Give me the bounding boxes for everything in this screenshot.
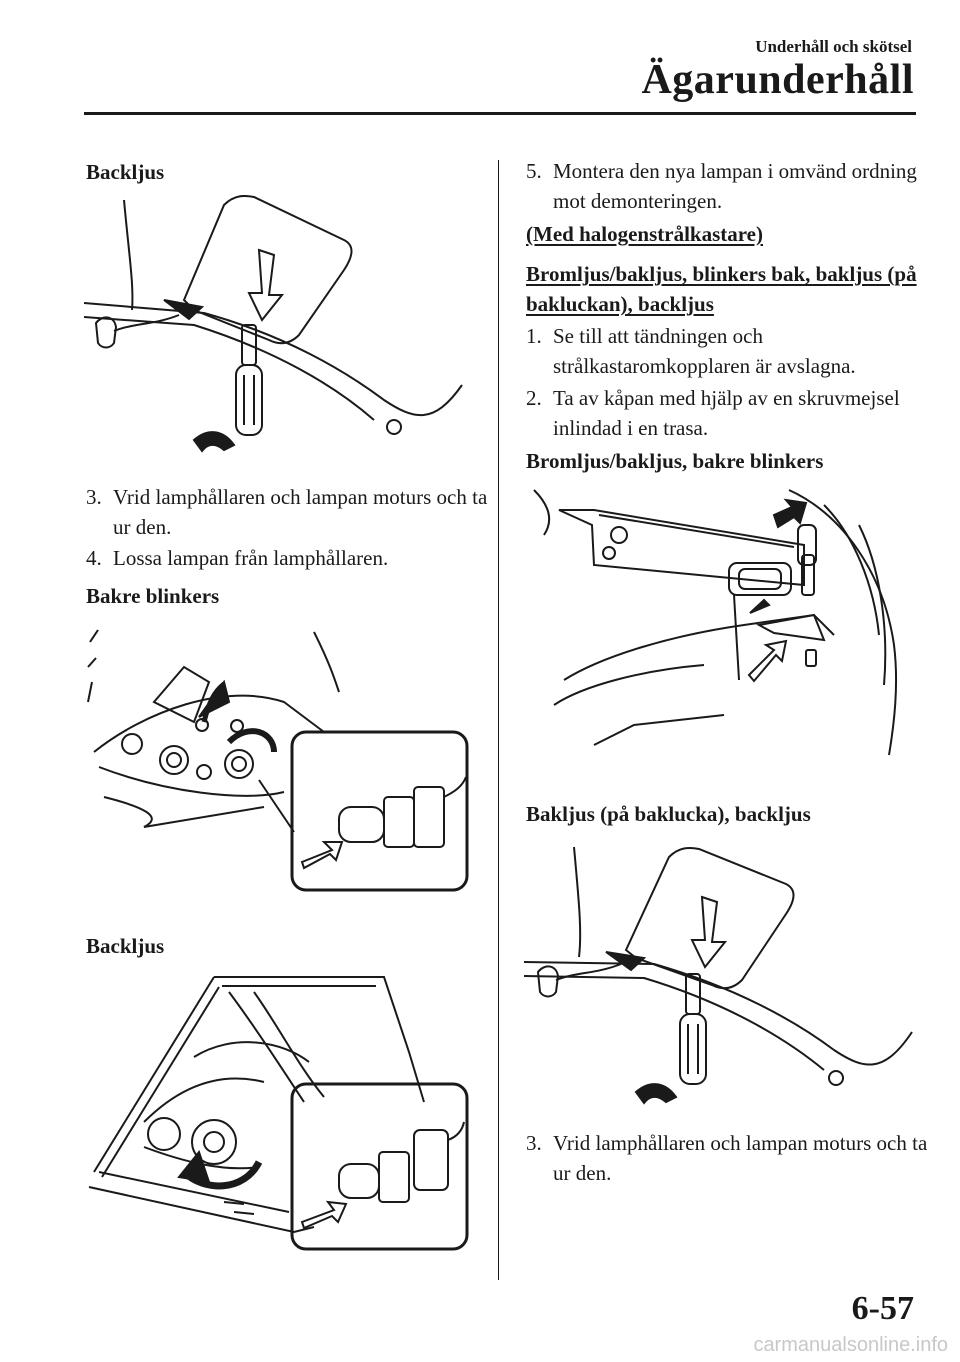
step-5-right (526, 156, 948, 216)
heading-bakljus: Bakljus (på baklucka), backljus (526, 802, 811, 826)
step-number: 3. (86, 485, 102, 509)
figure-cover-removal-2 (524, 842, 924, 1117)
step-number: 5. (526, 159, 542, 183)
figure-brake-tail-light (524, 485, 924, 770)
step-number: 1. (526, 324, 542, 348)
heading-bakre-blinkers: Bakre blinkers (86, 584, 220, 608)
header-rule (84, 112, 916, 115)
step-text: Se till att tändningen och strålkastaromkopplaren är avslagna. (553, 324, 856, 378)
column-divider (498, 160, 499, 1280)
step-text: Vrid lamphållaren och lampan moturs och ta ur den. (113, 485, 488, 539)
subheading-halogen: (Med halogenstrålkastare) (526, 222, 763, 246)
heading-bromljus: Bromljus/bakljus, bakre blinkers (526, 449, 824, 473)
step-number: 3. (526, 1131, 542, 1155)
section-title: Underhåll och skötsel (755, 37, 912, 56)
figure-reversing-light (84, 972, 474, 1257)
page-title: Ägarunderhåll (641, 57, 914, 103)
step-4-left (86, 543, 503, 573)
step-text: Vrid lamphållaren och lampan moturs och ta ur den. (553, 1131, 928, 1185)
step-text: Ta av kåpan med hjälp av en skruvmejsel inlindad i en trasa. (553, 386, 900, 440)
page-number: 6-57 (851, 1290, 914, 1327)
step-text: Lossa lampan från lamphållaren. (113, 546, 389, 570)
step-number: 4. (86, 546, 102, 570)
heading-backljus-1: Backljus (86, 160, 165, 184)
watermark: carmanualsonline.info (753, 1334, 948, 1356)
step-number: 2. (526, 386, 542, 410)
step-text: Montera den nya lampan i omvänd ordning mot demonteringen. (553, 159, 917, 213)
figure-rear-indicator (84, 622, 474, 902)
figure-cover-removal-1 (84, 195, 474, 470)
step-1-right (526, 321, 948, 381)
step-3-right (526, 1128, 948, 1188)
step-2-right (526, 383, 948, 443)
subheading-lamps: Bromljus/bakljus, blinkers bak, bakljus (på bakluckan), backljus (526, 262, 917, 316)
heading-backljus-2: Backljus (86, 934, 165, 958)
step-3-left (86, 482, 503, 542)
